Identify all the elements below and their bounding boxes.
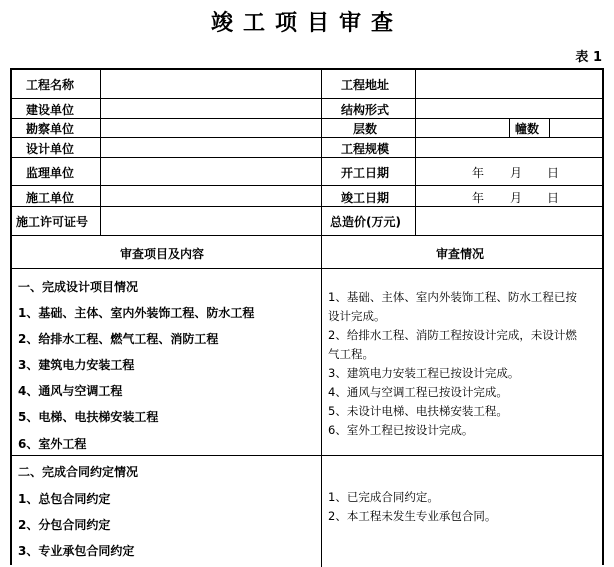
section1-item: 3、建筑电力安装工程 bbox=[18, 358, 135, 372]
completion-date-day: 日 bbox=[547, 191, 560, 205]
start-date-year: 年 bbox=[472, 166, 485, 180]
section1-item: 5、电梯、电扶梯安装工程 bbox=[18, 410, 159, 424]
label-supervision-unit: 监理单位 bbox=[26, 166, 75, 180]
section1-item: 4、通风与空调工程 bbox=[18, 384, 123, 398]
page-title: 竣工项目审查 bbox=[210, 10, 403, 36]
label-permit-number: 施工许可证号 bbox=[16, 215, 89, 229]
section1-item: 1、基础、主体、室内外装饰工程、防水工程 bbox=[18, 306, 255, 320]
start-date-day: 日 bbox=[547, 166, 560, 180]
label-completion-date: 竣工日期 bbox=[341, 191, 390, 205]
header-review-items: 审查项目及内容 bbox=[120, 247, 205, 261]
section1-title: 一、完成设计项目情况 bbox=[18, 280, 139, 294]
label-survey-unit: 勘察单位 bbox=[26, 122, 75, 136]
section2-review: 1、已完成合同约定。 2、本工程未发生专业承包合同。 bbox=[328, 490, 497, 523]
header-review-status: 审查情况 bbox=[436, 247, 485, 261]
section2-item: 3、专业承包合同约定 bbox=[18, 544, 135, 558]
label-design-unit: 设计单位 bbox=[26, 142, 75, 156]
section1-item: 6、室外工程 bbox=[18, 437, 87, 451]
completion-date-month: 月 bbox=[510, 191, 523, 205]
label-construction-unit: 建设单位 bbox=[26, 103, 75, 117]
label-project-address: 工程地址 bbox=[341, 78, 390, 92]
label-project-name: 工程名称 bbox=[26, 78, 75, 92]
label-start-date: 开工日期 bbox=[341, 166, 390, 180]
label-total-cost: 总造价(万元) bbox=[330, 215, 401, 229]
label-floors: 层数 bbox=[353, 122, 378, 136]
section2-item: 1、总包合同约定 bbox=[18, 492, 111, 506]
label-buildings: 幢数 bbox=[515, 122, 540, 136]
section1-item: 2、给排水工程、燃气工程、消防工程 bbox=[18, 332, 219, 346]
table-number: 表 1 bbox=[575, 50, 602, 65]
label-contractor: 施工单位 bbox=[26, 191, 75, 205]
review-table bbox=[10, 68, 604, 565]
label-project-scale: 工程规模 bbox=[341, 142, 390, 156]
start-date-month: 月 bbox=[510, 166, 523, 180]
section2-title: 二、完成合同约定情况 bbox=[18, 465, 139, 479]
completion-date-year: 年 bbox=[472, 191, 485, 205]
section2-item: 2、分包合同约定 bbox=[18, 518, 111, 532]
label-structure-type: 结构形式 bbox=[341, 103, 390, 117]
section1-review: 1、基础、主体、室内外装饰工程、防水工程已按 设计完成。 2、给排水工程、消防工程按设计完成，未设计燃 气工程。 3、建筑电力安装工程已按设计完成。 4、通风与空调工程已按设计完成。 5、未设计电梯、电扶梯安装工程。 6、室外工程已按设计完成。 bbox=[328, 290, 577, 437]
